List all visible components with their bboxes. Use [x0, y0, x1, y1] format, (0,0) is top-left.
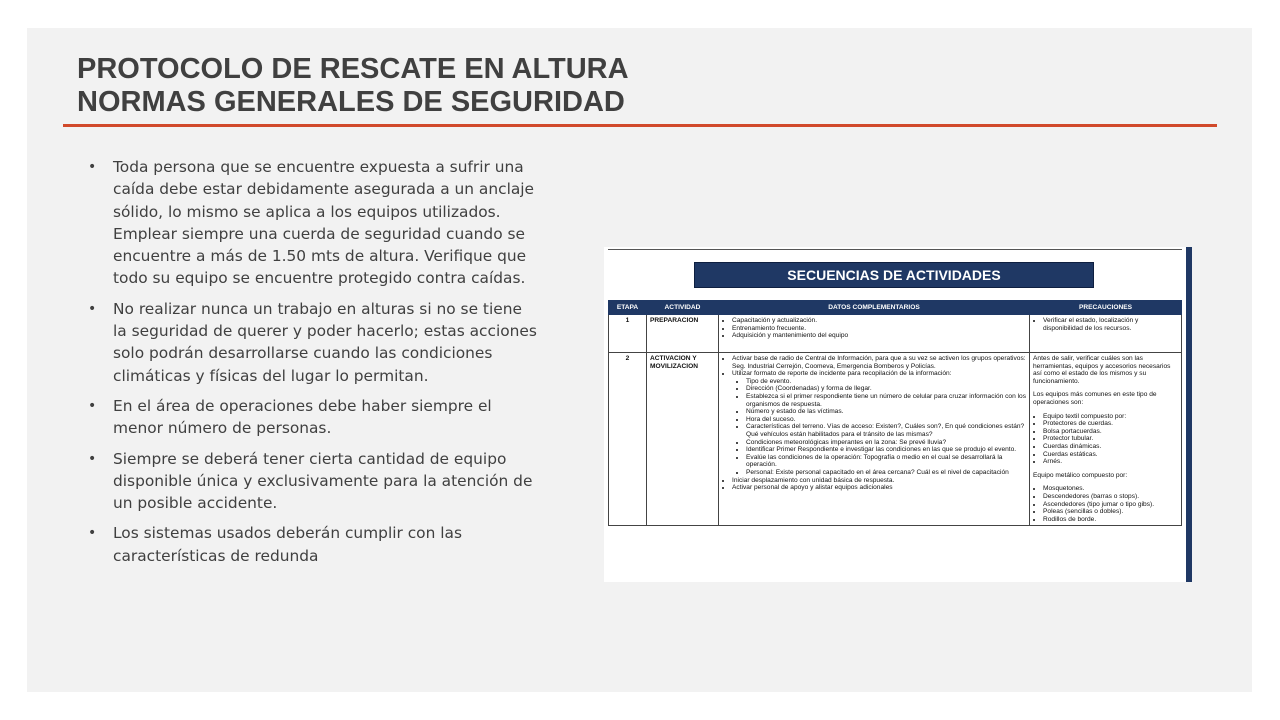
cell-precauciones [1030, 353, 1182, 526]
header-actividad: ACTIVIDAD [647, 301, 719, 315]
list-item: • Cuerdas estáticas. [1043, 451, 1178, 459]
title-line-1: PROTOCOLO DE RESCATE EN ALTURA [77, 53, 629, 85]
sub-item: • Número y estado de las víctimas. [746, 408, 1026, 416]
precaution-text: Antes de salir, verificar cuáles son las herramientas, equipos y accesorios necesarios así como el estado de los mismos y su funcionamiento. [1033, 355, 1171, 385]
list-item: • Protector tubular. [1043, 435, 1178, 443]
precaution-text: Equipo metálico compuesto por: [1033, 471, 1128, 479]
list-item: • Adquisición y mantenimiento del equipo [732, 332, 1026, 340]
cell-datos [719, 315, 1030, 353]
sub-item: • Identificar Primer Respondiente e investigar las condiciones en las que se produjo el evento. [746, 446, 1026, 454]
page-title [77, 53, 977, 119]
sub-item: • Tipo de evento. [746, 378, 1026, 386]
list-item: • Verificar el estado, localización y disponibilidad de los recursos. [1043, 317, 1178, 332]
list-item: • Rodillos de borde. [1043, 516, 1178, 524]
list-item: • Arnés. [1043, 458, 1178, 466]
list-item [732, 370, 1026, 476]
cell-actividad: ACTIVACION Y MOVILIZACION [647, 353, 719, 526]
list-item: • Poleas (sencillas o dobles). [1043, 508, 1178, 516]
list-item: • Capacitación y actualización. [732, 317, 1026, 325]
header-etapa: ETAPA [609, 301, 647, 315]
bullet-item: • Los sistemas usados deberán cumplir con las características de redunda [88, 522, 538, 567]
list-item: • Equipo textil compuesto por: [1043, 413, 1178, 421]
sub-item: • Personal: Existe personal capacitado en el área cercana? Cuál es el nivel de capacitación [746, 469, 1026, 477]
sub-item: • Dirección (Coordenadas) y forma de llegar. [746, 385, 1026, 393]
sub-item: • Características del terreno. Vías de acceso: Existen?, Cuáles son?, En qué condiciones están? Qué vehículos están habilitados para el tránsito de las mismas? [746, 423, 1026, 438]
cell-etapa: 2 [609, 353, 647, 526]
table-row [609, 315, 1182, 353]
list-item: • Mosquetones. [1043, 485, 1178, 493]
table-row [609, 353, 1182, 526]
figure-top-line [608, 249, 1182, 250]
header-precauciones: PRECAUCIONES [1030, 301, 1182, 315]
list-item: • Activar base de radio de Central de Información, para que a su vez se activen los grupos operativos: Seg. Industrial Cerrejón, Coomeva, Emergencia Bomberos y Policías. [732, 355, 1026, 370]
cell-precauciones [1030, 315, 1182, 353]
activities-table [608, 300, 1182, 526]
list-item-text: Utilizar formato de reporte de incidente para recopilación de la información: [732, 370, 952, 378]
header-datos: DATOS COMPLEMENTARIOS [719, 301, 1030, 315]
sub-item: • Hora del suceso. [746, 416, 1026, 424]
cell-etapa: 1 [609, 315, 647, 353]
list-item: • Activar personal de apoyo y alistar equipos adicionales [732, 484, 1026, 492]
list-item: • Protectores de cuerdas. [1043, 420, 1178, 428]
list-item: • Entrenamiento frecuente. [732, 325, 1026, 333]
figure-right-bar [1186, 247, 1192, 582]
list-item: • Cuerdas dinámicas. [1043, 443, 1178, 451]
list-item: • Descendedores (barras o stops). [1043, 493, 1178, 501]
bullet-item: • Siempre se deberá tener cierta cantidad de equipo disponible única y exclusivamente para la atención de un posible accidente. [88, 448, 538, 515]
list-item: • Ascendedores (tipo jumar o tipo gibs). [1043, 501, 1178, 509]
list-item: • Bolsa portacuerdas. [1043, 428, 1178, 436]
bullet-list [88, 156, 538, 575]
cell-actividad: PREPARACION [647, 315, 719, 353]
title-underline [63, 124, 1217, 127]
bullet-item: • No realizar nunca un trabajo en alturas si no se tiene la seguridad de querer y poder hacerlo; estas acciones solo podrán desarrollarse cuando las condiciones climáticas y físicas del lugar lo permitan. [88, 298, 538, 387]
bullet-item: • En el área de operaciones debe haber siempre el menor número de personas. [88, 395, 538, 440]
figure-title: SECUENCIAS DE ACTIVIDADES [694, 262, 1094, 288]
precaution-text: Los equipos más comunes en este tipo de operaciones son: [1033, 391, 1157, 406]
title-line-2: NORMAS GENERALES DE SEGURIDAD [77, 86, 625, 118]
sub-item: • Condiciones meteorológicas imperantes en la zona: Se prevé lluvia? [746, 439, 1026, 447]
sub-item: • Establezca si el primer respondiente tiene un número de celular para cruzar información con los organismos de respuesta. [746, 393, 1026, 408]
cell-datos [719, 353, 1030, 526]
list-item: • Iniciar desplazamiento con unidad básica de respuesta. [732, 477, 1026, 485]
activities-table-image [604, 247, 1192, 582]
sub-item: • Evalúe las condiciones de la operación: Topografía o medio en el cual se desarrollará la operación. [746, 454, 1026, 469]
table-header-row [609, 301, 1182, 315]
bullet-item: • Toda persona que se encuentre expuesta a sufrir una caída debe estar debidamente asegurada a un anclaje sólido, lo mismo se aplica a los equipos utilizados. Emplear siempre una cuerda de seguridad cuando se encuentre a más de 1.50 mts de altura. Verifique que todo su equipo se encuentre protegido contra caídas. [88, 156, 538, 290]
